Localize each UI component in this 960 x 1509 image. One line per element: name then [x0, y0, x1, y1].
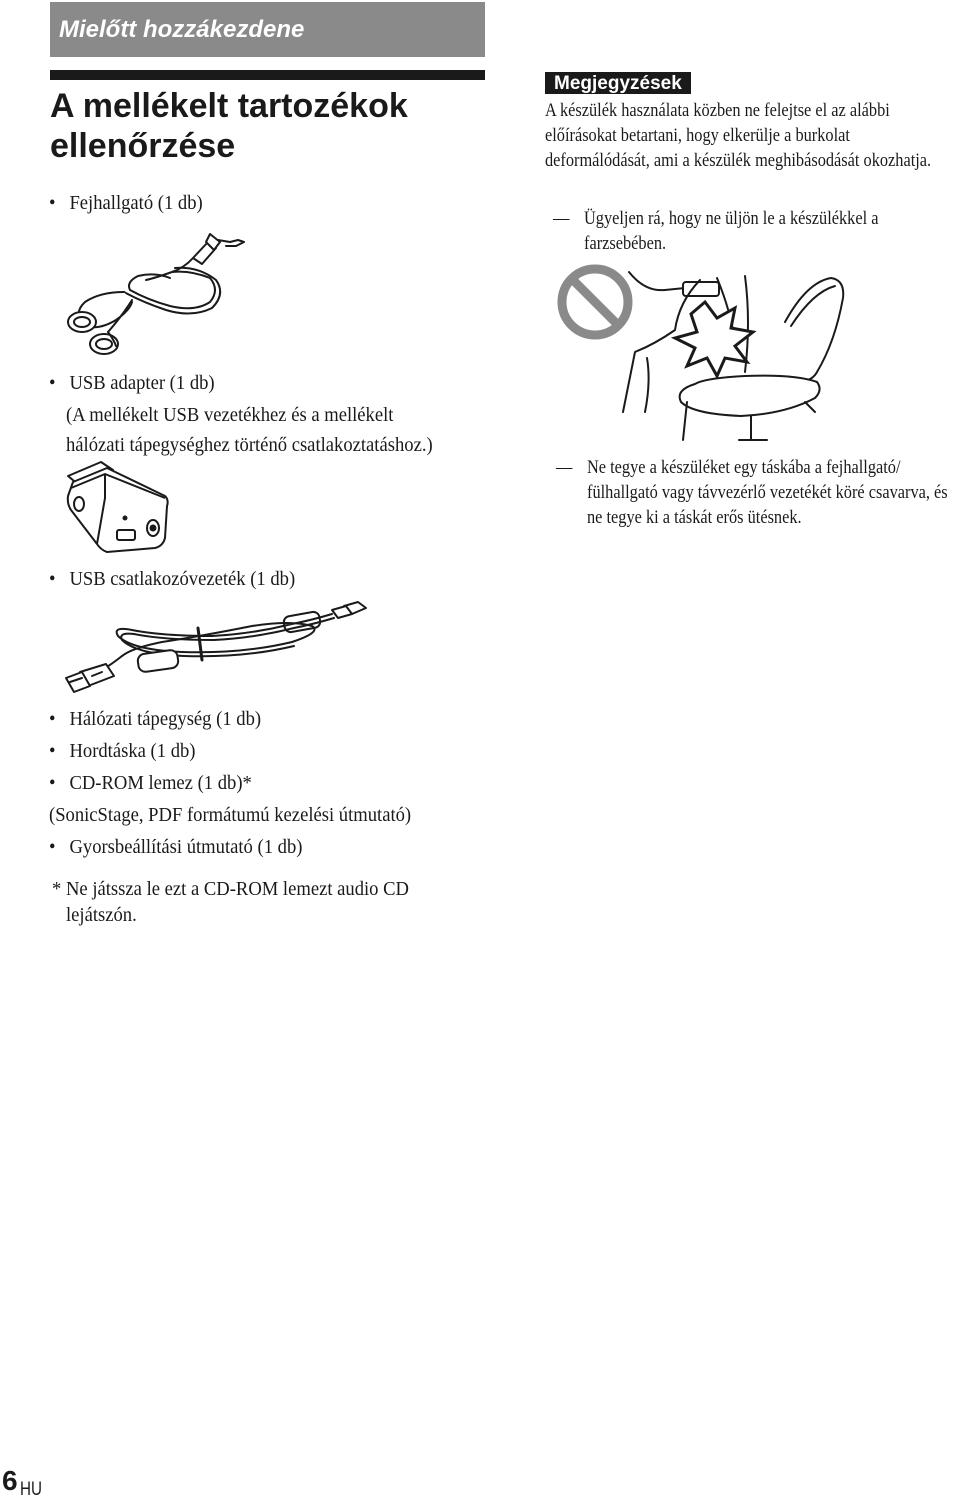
page-language: HU: [20, 1479, 42, 1500]
section-header-bar: [50, 2, 485, 57]
notes-intro: A készülék használata közben ne felejtse el az alábbi előírásokat betartani, hogy elkerülje a burkolat deformálódását, ami a készülék meghibásodását okozhatja.: [545, 100, 932, 171]
page-title-line2: ellenőrzése: [50, 127, 236, 165]
usb-adapter-note-line2: hálózati tápegységhez történő csatlakoztatáshoz.): [66, 434, 433, 456]
notes-label: Megjegyzések: [545, 72, 691, 94]
list-item-headphones: [49, 190, 203, 216]
list-item-quick-start: [49, 834, 302, 860]
list-item-label: Hordtáska (1 db): [69, 740, 196, 762]
list-item-label: Hálózati tápegység (1 db): [69, 708, 262, 730]
list-item-label: USB csatlakozóvezeték (1 db): [69, 568, 296, 590]
sitting-warning-illustration: [555, 262, 860, 452]
list-item-label: USB adapter (1 db): [69, 372, 215, 394]
list-item-cdrom: [49, 770, 252, 796]
list-item-power-adapter: [49, 706, 261, 732]
title-rule: [50, 70, 485, 80]
footnote-marker: *: [52, 878, 62, 900]
note-dash: —: [556, 457, 573, 478]
impact-burst: [675, 302, 753, 376]
usb-adapter-illustration: [65, 458, 173, 558]
page-number: 6: [2, 1465, 18, 1496]
cdrom-contents-text: (SonicStage, PDF formátumú kezelési útmutató): [49, 804, 412, 826]
headphones-illustration: [60, 220, 260, 365]
note-item-1-text: Ügyeljen rá, hogy ne üljön le a készülékkel a farzsebében.: [584, 208, 879, 254]
page-title-line1: A mellékelt tartozékok: [50, 87, 408, 125]
footnote-text: Ne játssza le ezt a CD-ROM lemezt audio CD lejátszón.: [66, 878, 409, 926]
list-item-usb-cable: [49, 566, 295, 592]
usb-cable-illustration: [62, 596, 372, 701]
note-item-2: [556, 455, 957, 530]
list-item-label: Gyorsbeállítási útmutató (1 db): [69, 836, 303, 858]
usb-adapter-note-line1: (A mellékelt USB vezetékhez és a mellékelt: [66, 404, 394, 426]
list-item-usb-adapter: [49, 370, 215, 396]
list-item-label: CD-ROM lemez (1 db)*: [69, 772, 252, 794]
usb-adapter-note: [66, 400, 433, 460]
note-item-1: [553, 206, 941, 256]
list-item-carrying-case: [49, 738, 196, 764]
note-dash: —: [553, 208, 570, 229]
list-item-label: Fejhallgató (1 db): [69, 192, 203, 214]
cdrom-contents: [49, 802, 411, 828]
prohibition-icon: [562, 269, 628, 335]
section-title: Mielőtt hozzákezdene: [59, 16, 305, 43]
note-item-2-text: Ne tegye a készüléket egy táskába a fejhallgató/ fülhallgató vagy távvezérlő vezetékét köré csavarva, és ne tegye ki a táskát erős ütésnek.: [587, 457, 948, 528]
footnote: [52, 876, 438, 928]
page-title: [50, 86, 490, 166]
